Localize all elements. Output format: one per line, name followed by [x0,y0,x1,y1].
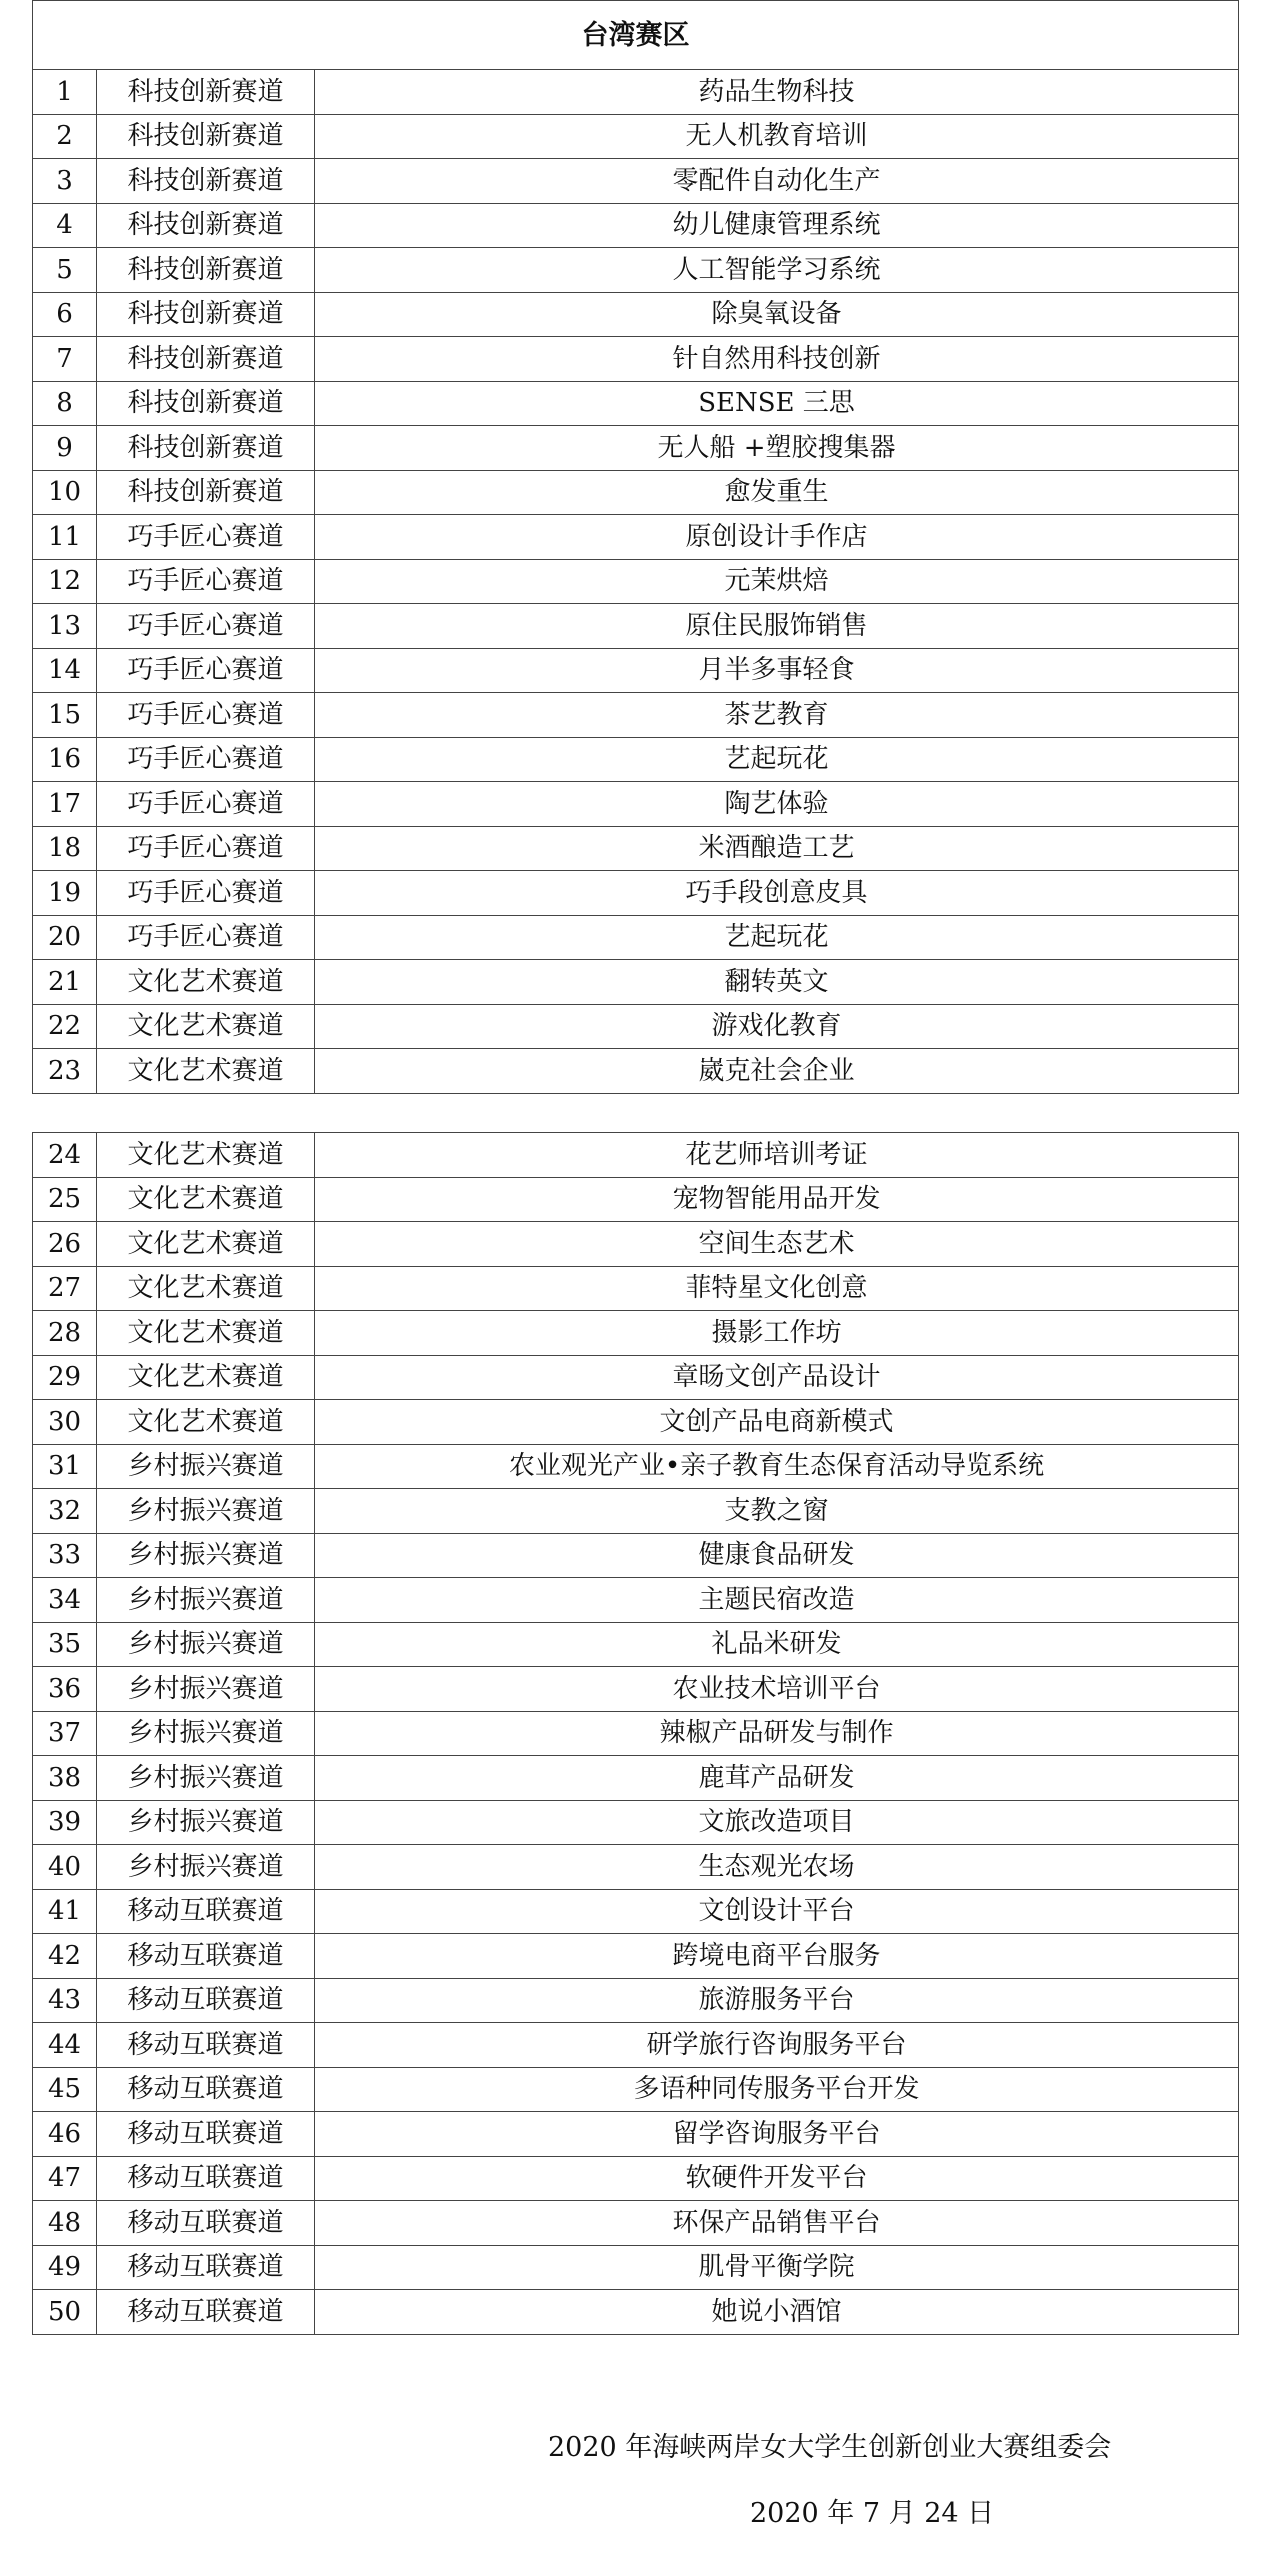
row-project: 主题民宿改造 [315,1578,1239,1623]
row-number: 25 [33,1177,97,1222]
row-number: 7 [33,337,97,382]
row-number: 12 [33,559,97,604]
table-row [33,1355,1239,1400]
row-project: 研学旅行咨询服务平台 [315,2023,1239,2068]
table-row [33,114,1239,159]
row-project: 艺起玩花 [315,737,1239,782]
row-number: 35 [33,1622,97,1667]
row-project: 摄影工作坊 [315,1311,1239,1356]
project-table-part-2 [32,1132,1239,2335]
table-row [33,2201,1239,2246]
row-number: 1 [33,70,97,115]
row-track: 巧手匠心赛道 [97,782,315,827]
row-number: 19 [33,871,97,916]
row-project: 针自然用科技创新 [315,337,1239,382]
row-number: 28 [33,1311,97,1356]
row-track: 文化艺术赛道 [97,1400,315,1445]
row-track: 文化艺术赛道 [97,1266,315,1311]
row-project: 陶艺体验 [315,782,1239,827]
row-project: 原创设计手作店 [315,515,1239,560]
row-project: 元茉烘焙 [315,559,1239,604]
row-number: 9 [33,426,97,471]
row-project: 巧手段创意皮具 [315,871,1239,916]
table-row [33,1756,1239,1801]
row-project: 药品生物科技 [315,70,1239,115]
row-track: 文化艺术赛道 [97,1133,315,1178]
row-number: 26 [33,1222,97,1267]
table-row [33,248,1239,293]
row-project: 她说小酒馆 [315,2290,1239,2335]
row-project: 月半多事轻食 [315,648,1239,693]
row-track: 移动互联赛道 [97,2201,315,2246]
row-track: 科技创新赛道 [97,292,315,337]
row-track: 文化艺术赛道 [97,1355,315,1400]
row-number: 34 [33,1578,97,1623]
row-track: 科技创新赛道 [97,381,315,426]
row-track: 巧手匠心赛道 [97,737,315,782]
table-row [33,1667,1239,1712]
row-track: 文化艺术赛道 [97,1177,315,1222]
row-number: 42 [33,1934,97,1979]
row-number: 30 [33,1400,97,1445]
row-number: 16 [33,737,97,782]
row-project: 农业观光产业•亲子教育生态保育活动导览系统 [315,1444,1239,1489]
row-project: 文创设计平台 [315,1889,1239,1934]
row-project: 崴克社会企业 [315,1049,1239,1094]
table-row [33,559,1239,604]
row-number: 29 [33,1355,97,1400]
table-row [33,1266,1239,1311]
row-track: 科技创新赛道 [97,159,315,204]
row-number: 40 [33,1845,97,1890]
row-track: 科技创新赛道 [97,337,315,382]
row-number: 44 [33,2023,97,2068]
table-row [33,1934,1239,1979]
row-number: 5 [33,248,97,293]
table-row [33,1311,1239,1356]
row-project: 环保产品销售平台 [315,2201,1239,2246]
row-track: 乡村振兴赛道 [97,1756,315,1801]
row-track: 移动互联赛道 [97,2156,315,2201]
row-project: 原住民服饰销售 [315,604,1239,649]
row-track: 乡村振兴赛道 [97,1622,315,1667]
row-number: 8 [33,381,97,426]
row-number: 21 [33,960,97,1005]
row-project: 健康食品研发 [315,1533,1239,1578]
row-track: 乡村振兴赛道 [97,1444,315,1489]
row-track: 科技创新赛道 [97,70,315,115]
row-project: 软硬件开发平台 [315,2156,1239,2201]
row-number: 41 [33,1889,97,1934]
row-track: 移动互联赛道 [97,1978,315,2023]
row-track: 巧手匠心赛道 [97,915,315,960]
row-project: 支教之窗 [315,1489,1239,1534]
table-row [33,871,1239,916]
row-project: 翻转英文 [315,960,1239,1005]
row-track: 移动互联赛道 [97,2067,315,2112]
row-number: 45 [33,2067,97,2112]
row-track: 科技创新赛道 [97,114,315,159]
table-row [33,960,1239,1005]
row-track: 科技创新赛道 [97,248,315,293]
row-number: 6 [33,292,97,337]
row-track: 移动互联赛道 [97,2023,315,2068]
row-track: 文化艺术赛道 [97,960,315,1005]
row-number: 17 [33,782,97,827]
row-number: 10 [33,470,97,515]
row-project: 鹿茸产品研发 [315,1756,1239,1801]
row-track: 巧手匠心赛道 [97,515,315,560]
row-project: 留学咨询服务平台 [315,2112,1239,2157]
table-row [33,1622,1239,1667]
row-project: SENSE 三思 [315,381,1239,426]
row-track: 文化艺术赛道 [97,1049,315,1094]
table-row [33,1133,1239,1178]
row-track: 乡村振兴赛道 [97,1578,315,1623]
row-project: 花艺师培训考证 [315,1133,1239,1178]
row-project: 无人船 +塑胶搜集器 [315,426,1239,471]
row-track: 乡村振兴赛道 [97,1533,315,1578]
row-project: 愈发重生 [315,470,1239,515]
table-row [33,2290,1239,2335]
row-project: 米酒酿造工艺 [315,826,1239,871]
table-row [33,1800,1239,1845]
row-number: 31 [33,1444,97,1489]
row-project: 农业技术培训平台 [315,1667,1239,1712]
table-row [33,648,1239,693]
row-track: 科技创新赛道 [97,470,315,515]
row-project: 文创产品电商新模式 [315,1400,1239,1445]
row-track: 巧手匠心赛道 [97,648,315,693]
table-row [33,1889,1239,1934]
table-row [33,604,1239,649]
row-track: 巧手匠心赛道 [97,871,315,916]
table-row [33,292,1239,337]
row-track: 乡村振兴赛道 [97,1667,315,1712]
project-table-part-1 [32,0,1239,1094]
row-track: 文化艺术赛道 [97,1222,315,1267]
row-project: 宠物智能用品开发 [315,1177,1239,1222]
row-number: 48 [33,2201,97,2246]
table-row [33,1049,1239,1094]
table-row [33,1845,1239,1890]
row-track: 巧手匠心赛道 [97,559,315,604]
row-project: 多语种同传服务平台开发 [315,2067,1239,2112]
table-row [33,2245,1239,2290]
row-project: 艺起玩花 [315,915,1239,960]
row-number: 18 [33,826,97,871]
row-number: 33 [33,1533,97,1578]
row-project: 礼品米研发 [315,1622,1239,1667]
table-row [33,203,1239,248]
row-number: 38 [33,1756,97,1801]
row-project: 生态观光农场 [315,1845,1239,1890]
region-title: 台湾赛区 [33,1,1239,70]
row-number: 32 [33,1489,97,1534]
table-row [33,1222,1239,1267]
row-project: 章旸文创产品设计 [315,1355,1239,1400]
row-number: 43 [33,1978,97,2023]
table-row [33,2023,1239,2068]
row-project: 空间生态艺术 [315,1222,1239,1267]
table-row [33,159,1239,204]
table-row [33,693,1239,738]
row-track: 乡村振兴赛道 [97,1711,315,1756]
table-title-row [33,1,1239,70]
row-project: 旅游服务平台 [315,1978,1239,2023]
row-number: 46 [33,2112,97,2157]
table-row [33,426,1239,471]
row-number: 4 [33,203,97,248]
table-row [33,1489,1239,1534]
row-track: 移动互联赛道 [97,1889,315,1934]
row-number: 20 [33,915,97,960]
row-track: 移动互联赛道 [97,1934,315,1979]
table-row [33,915,1239,960]
row-number: 24 [33,1133,97,1178]
table-row [33,2112,1239,2157]
row-track: 乡村振兴赛道 [97,1489,315,1534]
row-project: 幼儿健康管理系统 [315,203,1239,248]
row-project: 茶艺教育 [315,693,1239,738]
row-number: 49 [33,2245,97,2290]
table-row [33,1978,1239,2023]
row-track: 科技创新赛道 [97,426,315,471]
row-project: 辣椒产品研发与制作 [315,1711,1239,1756]
row-number: 3 [33,159,97,204]
table-row [33,470,1239,515]
row-track: 科技创新赛道 [97,203,315,248]
row-project: 人工智能学习系统 [315,248,1239,293]
row-project: 肌骨平衡学院 [315,2245,1239,2290]
row-track: 移动互联赛道 [97,2290,315,2335]
row-track: 乡村振兴赛道 [97,1800,315,1845]
row-number: 27 [33,1266,97,1311]
row-track: 巧手匠心赛道 [97,826,315,871]
row-number: 15 [33,693,97,738]
table-row [33,1578,1239,1623]
table-row [33,2067,1239,2112]
row-project: 文旅改造项目 [315,1800,1239,1845]
row-track: 乡村振兴赛道 [97,1845,315,1890]
row-track: 移动互联赛道 [97,2112,315,2157]
table-row [33,1711,1239,1756]
row-project: 无人机教育培训 [315,114,1239,159]
table-row [33,1400,1239,1445]
row-project: 游戏化教育 [315,1004,1239,1049]
row-number: 22 [33,1004,97,1049]
row-number: 50 [33,2290,97,2335]
row-track: 巧手匠心赛道 [97,693,315,738]
issue-date: 2020 年 7 月 24 日 [750,2498,995,2529]
row-project: 跨境电商平台服务 [315,1934,1239,1979]
table-row [33,1004,1239,1049]
table-row [33,826,1239,871]
row-track: 移动互联赛道 [97,2245,315,2290]
row-number: 11 [33,515,97,560]
row-number: 13 [33,604,97,649]
row-number: 23 [33,1049,97,1094]
table-row [33,515,1239,560]
table-row [33,1444,1239,1489]
row-track: 巧手匠心赛道 [97,604,315,649]
row-project: 除臭氧设备 [315,292,1239,337]
row-number: 36 [33,1667,97,1712]
table-row [33,1533,1239,1578]
row-project: 零配件自动化生产 [315,159,1239,204]
table-row [33,737,1239,782]
row-track: 文化艺术赛道 [97,1004,315,1049]
table-row [33,782,1239,827]
row-number: 39 [33,1800,97,1845]
table-row [33,2156,1239,2201]
row-number: 14 [33,648,97,693]
table-row [33,337,1239,382]
organizer-signature: 2020 年海峡两岸女大学生创新创业大赛组委会 [548,2432,1112,2463]
table-row [33,70,1239,115]
row-track: 文化艺术赛道 [97,1311,315,1356]
row-project: 菲特星文化创意 [315,1266,1239,1311]
table-row [33,1177,1239,1222]
table-row [33,381,1239,426]
row-number: 37 [33,1711,97,1756]
row-number: 47 [33,2156,97,2201]
row-number: 2 [33,114,97,159]
